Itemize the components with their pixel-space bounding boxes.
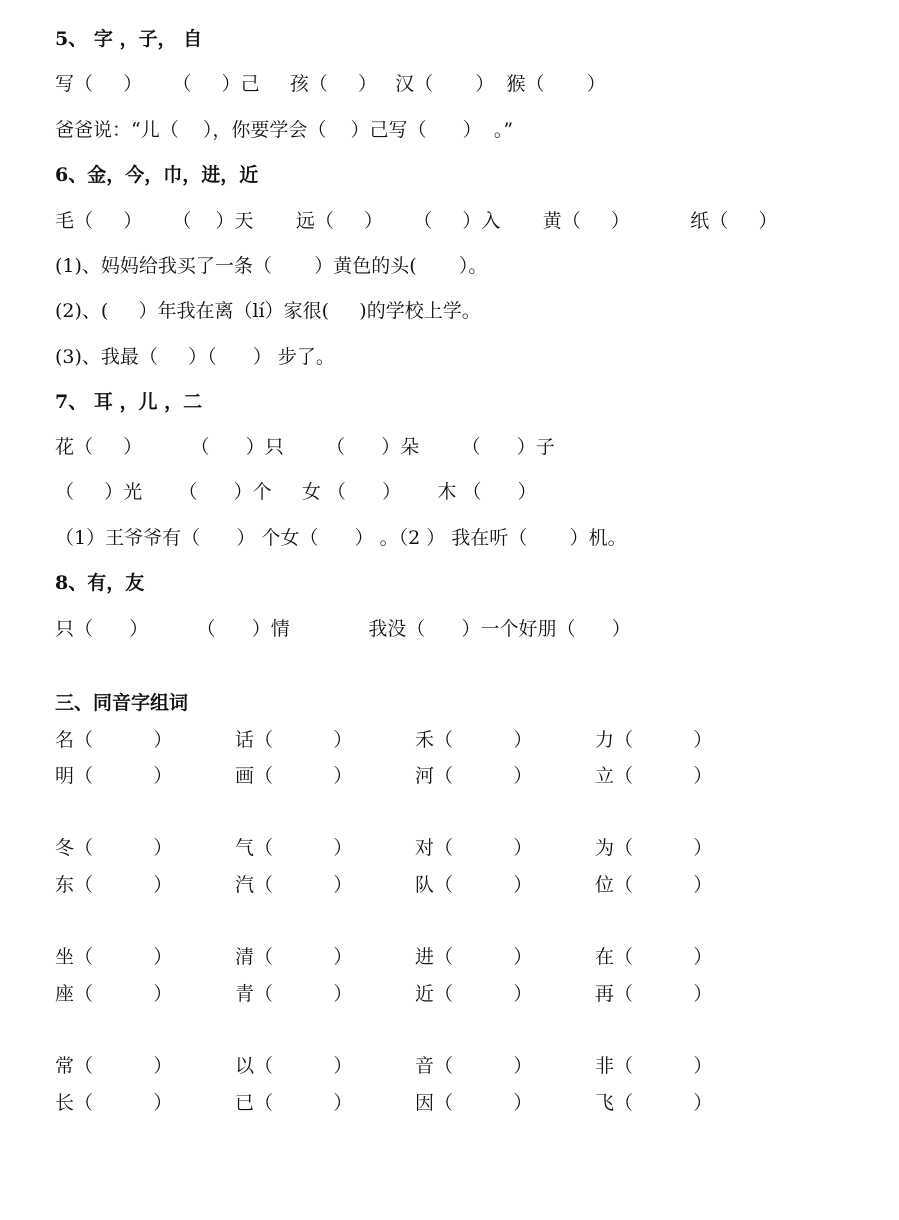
- homophone-cell: 进（ ）: [415, 946, 533, 968]
- section-6-line-1: 毛（ ） （ ）天 远（ ） （ ）入 黄（ ） 纸（ ）: [55, 210, 778, 232]
- homophone-cell: 座（ ）: [55, 983, 173, 1005]
- section-6-line-4: (3)、我最（ ）（ ） 步了。: [55, 346, 335, 368]
- homophone-cell: 名（ ）: [55, 729, 173, 751]
- homophone-cell: 画（ ）: [235, 765, 353, 787]
- homophone-cell: 冬（ ）: [55, 837, 173, 859]
- section-7-heading: 7、 耳 ，儿 ，二: [55, 391, 203, 413]
- homophone-cell: 位（ ）: [595, 874, 713, 896]
- homophone-cell: 明（ ）: [55, 765, 173, 787]
- section-8-heading: 8、有，友: [55, 572, 145, 594]
- homophone-cell: 近（ ）: [415, 983, 533, 1005]
- homophone-cell: 汽（ ）: [235, 874, 353, 896]
- homophone-cell: 话（ ）: [235, 729, 353, 751]
- homophone-cell: 东（ ）: [55, 874, 173, 896]
- section-7-line-1: 花（ ） （ ）只 （ ）朵 （ ）子: [55, 436, 555, 458]
- homophone-cell: 非（ ）: [595, 1055, 713, 1077]
- section-5-heading: 5、 字 ，子， 自: [55, 28, 203, 50]
- homophone-cell: 河（ ）: [415, 765, 533, 787]
- section-8-line-1: 只（ ） （ ）情 我没（ ）一个好朋（ ）: [55, 618, 631, 640]
- section-6-line-2: (1)、妈妈给我买了一条（ ）黄色的头( ）。: [55, 255, 488, 277]
- section-7-line-2: （ ）光 （ ）个 女 （ ） 木 （ ）: [55, 481, 537, 503]
- homophone-cell: 因（ ）: [415, 1092, 533, 1114]
- homophone-cell: 青（ ）: [235, 983, 353, 1005]
- homophone-row: [55, 1090, 713, 1220]
- homophone-cell: 长（ ）: [55, 1092, 173, 1114]
- homophone-cell: 力（ ）: [595, 729, 713, 751]
- homophone-cell: 为（ ）: [595, 837, 713, 859]
- homophone-cell: 坐（ ）: [55, 946, 173, 968]
- homophone-cell: 在（ ）: [595, 946, 713, 968]
- homophone-cell: 队（ ）: [415, 874, 533, 896]
- homophone-cell: 立（ ）: [595, 765, 713, 787]
- section-homophone-heading: 三、同音字组词: [55, 692, 189, 714]
- homophone-cell: 常（ ）: [55, 1055, 173, 1077]
- homophone-cell: 已（ ）: [235, 1092, 353, 1114]
- section-6-heading: 6、金，今，巾，进，近: [55, 164, 259, 186]
- homophone-cell: 飞（ ）: [595, 1092, 713, 1114]
- section-5-line-1: 写（ ） （ ）己 孩（ ） 汉（ ） 猴（ ）: [55, 73, 606, 95]
- section-7-line-3: （1）王爷爷有（ ） 个女（ ） 。（2 ） 我在听（ ）机。: [55, 527, 627, 549]
- section-6-line-3: (2)、( ）年我在离（lí）家很( )的学校上学。: [55, 300, 481, 322]
- homophone-cell: 以（ ）: [235, 1055, 353, 1077]
- section-5-line-2: 爸爸说：“儿（ ），你要学会（ ）己写（ ） 。”: [55, 119, 514, 141]
- homophone-cell: 禾（ ）: [415, 729, 533, 751]
- homophone-cell: 音（ ）: [415, 1055, 533, 1077]
- homophone-cell: 气（ ）: [235, 837, 353, 859]
- homophone-cell: 再（ ）: [595, 983, 713, 1005]
- homophone-cell: 清（ ）: [235, 946, 353, 968]
- homophone-cell: 对（ ）: [415, 837, 533, 859]
